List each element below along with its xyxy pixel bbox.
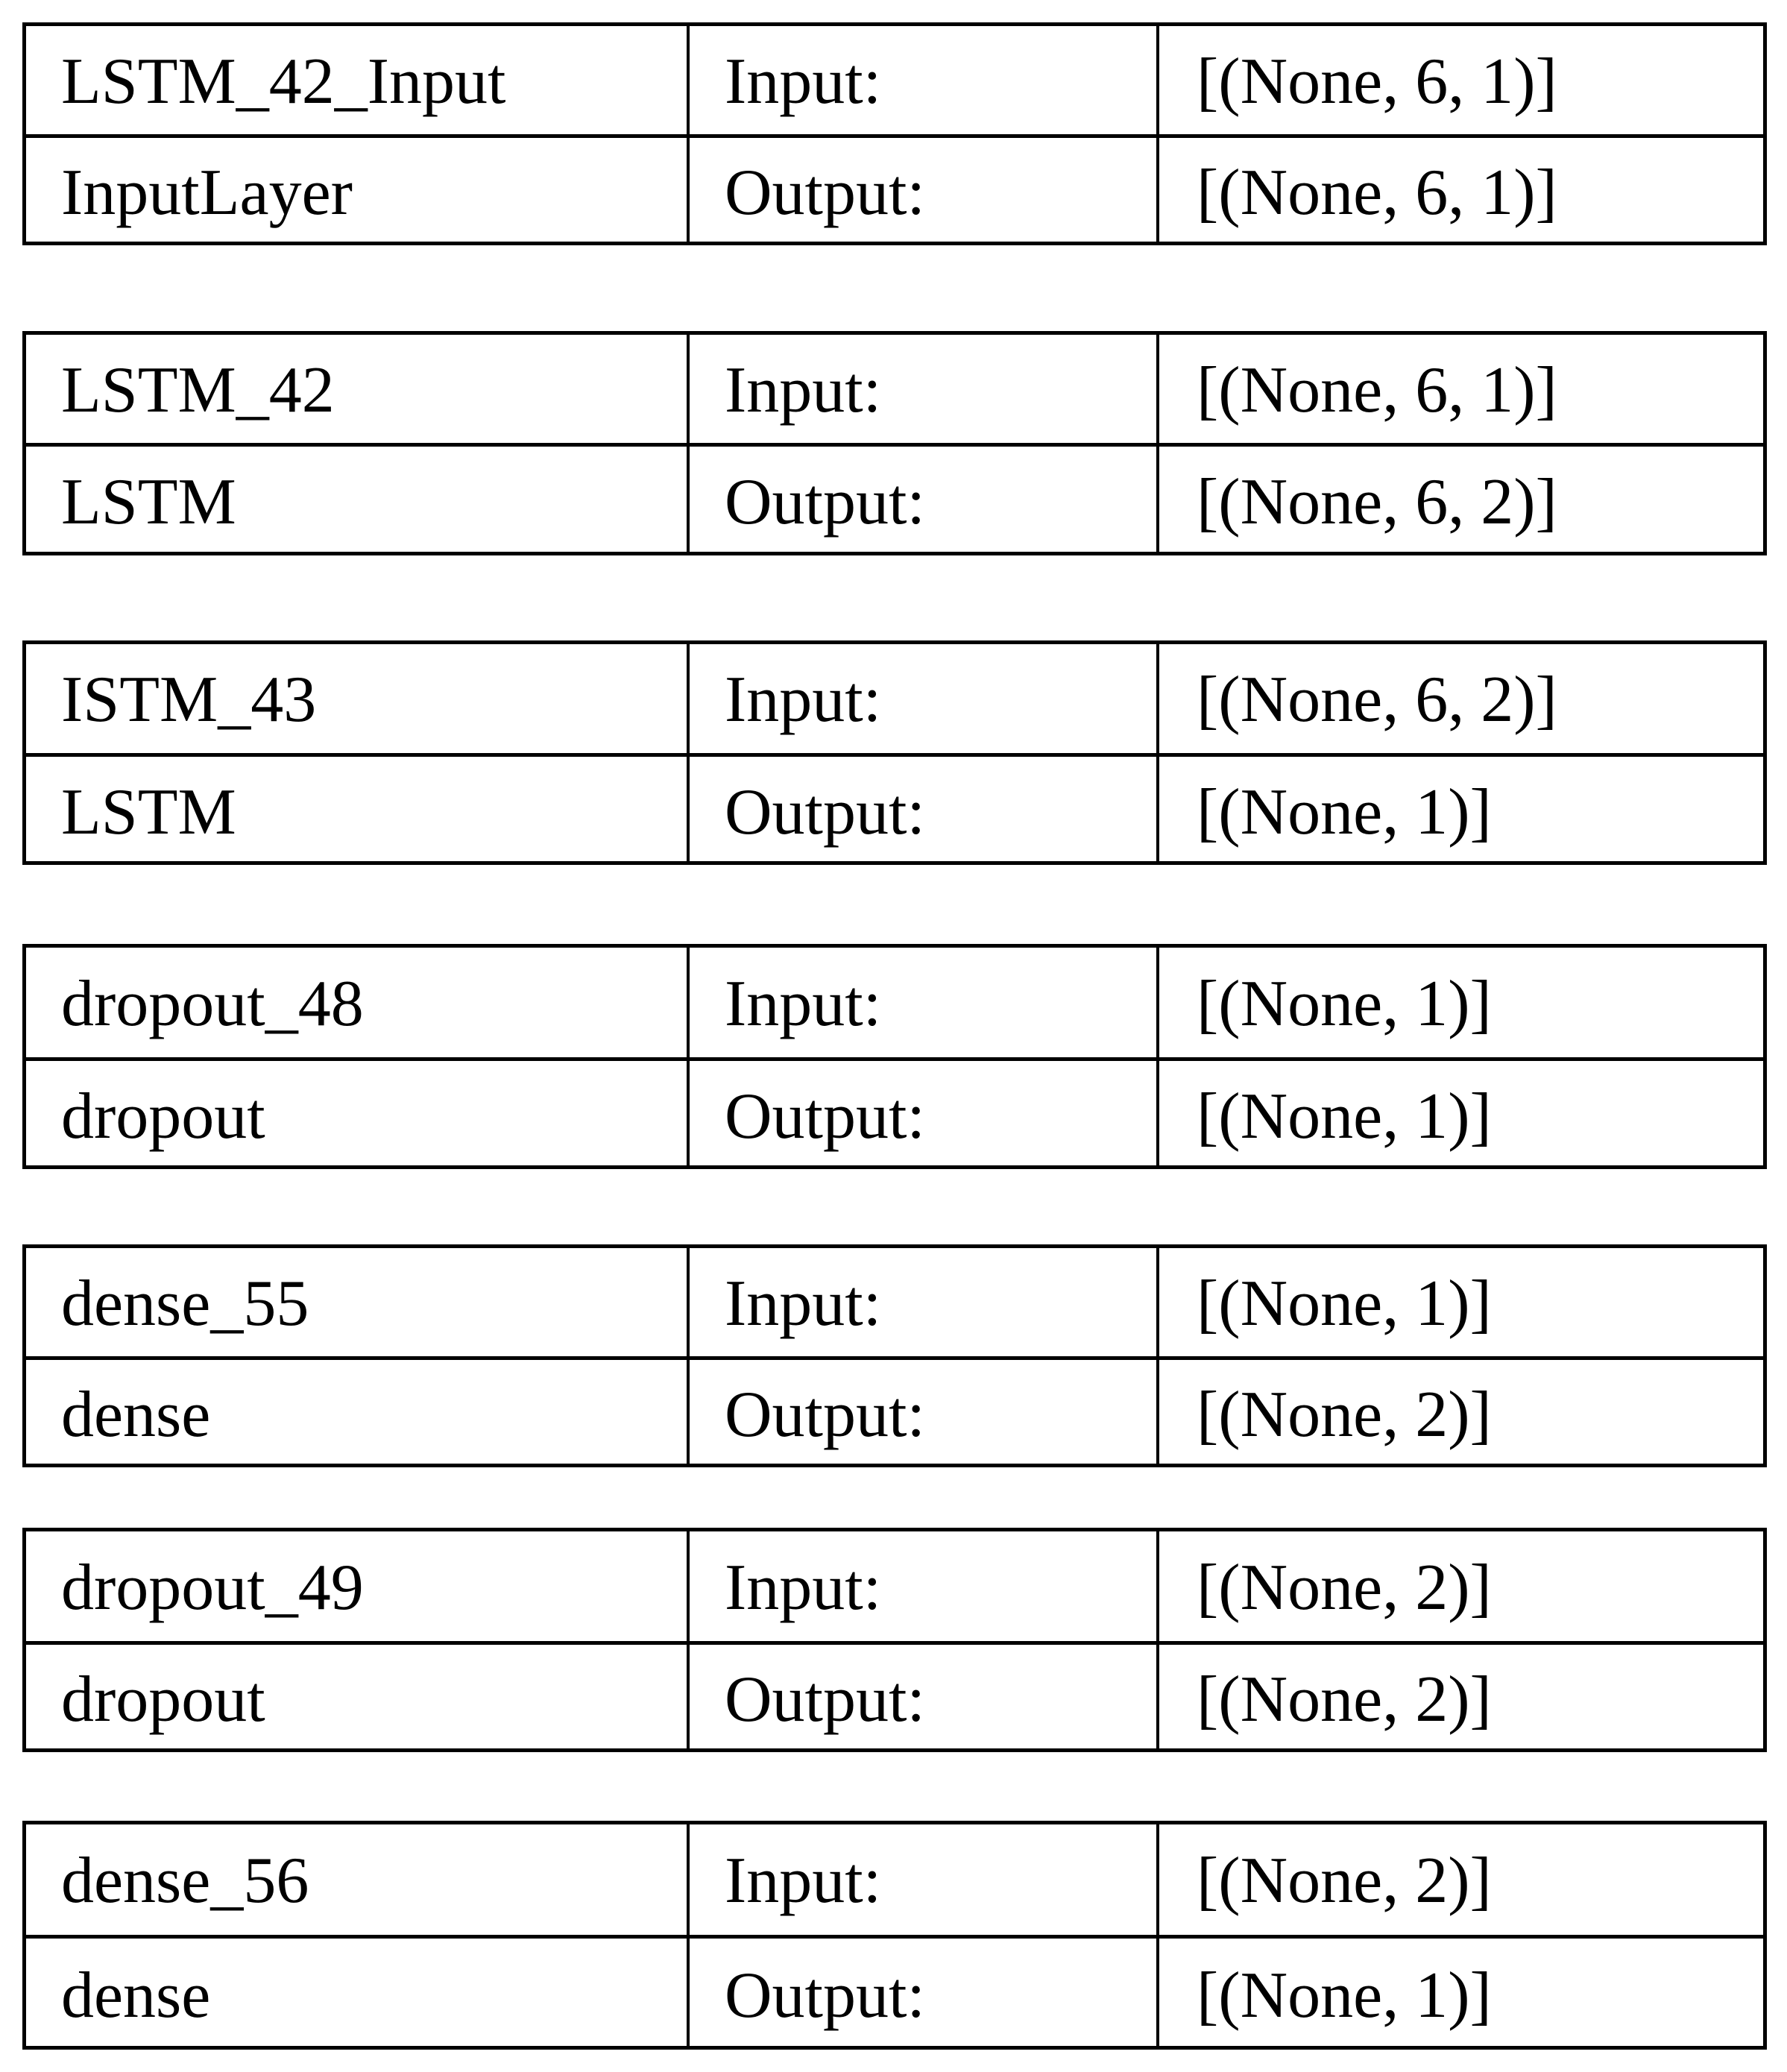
layer-type-cell — [26, 1061, 687, 1169]
layer-name: dense_56 — [61, 1845, 309, 1917]
layer-type: dense — [61, 1379, 211, 1451]
layer-input-row — [26, 335, 1763, 443]
layer-block-lstm-42 — [22, 331, 1767, 555]
output-shape: [(None, 2)] — [1197, 1663, 1492, 1736]
input-shape-cell — [1156, 644, 1763, 753]
layer-name-cell — [26, 644, 687, 753]
input-label-cell — [687, 644, 1156, 753]
layer-name-cell — [26, 26, 687, 134]
output-shape: [(None, 1)] — [1197, 1959, 1492, 2032]
input-label: Input: — [725, 353, 882, 426]
layer-output-row — [26, 134, 1763, 245]
layer-block-lstm-42-input — [22, 22, 1767, 245]
layer-type-cell — [26, 138, 687, 245]
layer-name-cell — [26, 1248, 687, 1356]
output-shape: [(None, 1)] — [1197, 1080, 1492, 1153]
layer-output-row — [26, 1356, 1763, 1467]
output-label-cell — [687, 1645, 1156, 1752]
layer-type-cell — [26, 447, 687, 555]
output-label: Output: — [725, 1959, 925, 2032]
input-label-cell — [687, 26, 1156, 134]
layer-name: dropout_49 — [61, 1551, 364, 1624]
output-label: Output: — [725, 775, 925, 848]
layer-type: LSTM — [61, 775, 236, 848]
layer-type: InputLayer — [61, 157, 353, 229]
output-label-cell — [687, 1939, 1156, 2050]
layer-output-row — [26, 1057, 1763, 1169]
layer-name-cell — [26, 1824, 687, 1935]
input-shape-cell — [1156, 335, 1763, 443]
input-shape: [(None, 6, 2)] — [1197, 664, 1557, 736]
input-shape: [(None, 1)] — [1197, 1267, 1492, 1340]
layer-input-row — [26, 1824, 1763, 1935]
layer-name: LSTM_42 — [61, 353, 335, 426]
layer-input-row — [26, 26, 1763, 134]
output-label-cell — [687, 1360, 1156, 1467]
layer-block-dense-55 — [22, 1244, 1767, 1467]
output-label-cell — [687, 757, 1156, 865]
input-shape-cell — [1156, 948, 1763, 1057]
layer-output-row — [26, 753, 1763, 865]
input-label-cell — [687, 1531, 1156, 1641]
layer-output-row — [26, 443, 1763, 555]
layer-type: LSTM — [61, 466, 236, 538]
output-shape: [(None, 6, 2)] — [1197, 466, 1557, 538]
output-shape-cell — [1156, 1061, 1763, 1169]
input-label-cell — [687, 1824, 1156, 1935]
output-label: Output: — [725, 1663, 925, 1736]
input-label: Input: — [725, 1551, 882, 1624]
layer-name-cell — [26, 335, 687, 443]
output-shape-cell — [1156, 138, 1763, 245]
output-label: Output: — [725, 157, 925, 229]
layer-output-row — [26, 1935, 1763, 2050]
input-shape: [(None, 2)] — [1197, 1845, 1492, 1917]
output-label: Output: — [725, 466, 925, 538]
output-label-cell — [687, 447, 1156, 555]
output-shape: [(None, 2)] — [1197, 1379, 1492, 1451]
layer-block-dense-56 — [22, 1821, 1767, 2050]
layer-output-row — [26, 1641, 1763, 1752]
input-shape: [(None, 6, 1)] — [1197, 353, 1557, 426]
layer-input-row — [26, 1531, 1763, 1641]
input-label-cell — [687, 335, 1156, 443]
input-shape-cell — [1156, 1531, 1763, 1641]
layer-input-row — [26, 948, 1763, 1057]
output-shape-cell — [1156, 447, 1763, 555]
layer-block-dropout-48 — [22, 944, 1767, 1169]
output-shape-cell — [1156, 1645, 1763, 1752]
input-shape-cell — [1156, 26, 1763, 134]
input-shape: [(None, 6, 1)] — [1197, 45, 1557, 118]
layer-name: ISTM_43 — [61, 664, 317, 736]
output-shape-cell — [1156, 757, 1763, 865]
input-label: Input: — [725, 1845, 882, 1917]
input-shape-cell — [1156, 1248, 1763, 1356]
layer-input-row — [26, 1248, 1763, 1356]
input-shape: [(None, 2)] — [1197, 1551, 1492, 1624]
layer-input-row — [26, 644, 1763, 753]
layer-type: dropout — [61, 1663, 265, 1736]
input-label: Input: — [725, 967, 882, 1040]
output-shape: [(None, 6, 1)] — [1197, 157, 1557, 229]
output-label-cell — [687, 138, 1156, 245]
output-shape-cell — [1156, 1360, 1763, 1467]
layer-block-dropout-49 — [22, 1528, 1767, 1752]
layer-name: LSTM_42_Input — [61, 45, 506, 118]
layer-type-cell — [26, 757, 687, 865]
input-label: Input: — [725, 664, 882, 736]
layer-type-cell — [26, 1645, 687, 1752]
output-label-cell — [687, 1061, 1156, 1169]
output-label: Output: — [725, 1080, 925, 1153]
input-label: Input: — [725, 1267, 882, 1340]
input-label-cell — [687, 948, 1156, 1057]
input-label: Input: — [725, 45, 882, 118]
layer-type-cell — [26, 1939, 687, 2050]
layer-name-cell — [26, 1531, 687, 1641]
layer-type: dropout — [61, 1080, 265, 1153]
output-shape-cell — [1156, 1939, 1763, 2050]
layer-name: dropout_48 — [61, 967, 364, 1040]
layer-type-cell — [26, 1360, 687, 1467]
layer-name-cell — [26, 948, 687, 1057]
layer-block-lstm-43 — [22, 640, 1767, 865]
output-shape: [(None, 1)] — [1197, 775, 1492, 848]
input-label-cell — [687, 1248, 1156, 1356]
output-label: Output: — [725, 1379, 925, 1451]
input-shape-cell — [1156, 1824, 1763, 1935]
layer-type: dense — [61, 1959, 211, 2032]
layer-name: dense_55 — [61, 1267, 309, 1340]
input-shape: [(None, 1)] — [1197, 967, 1492, 1040]
